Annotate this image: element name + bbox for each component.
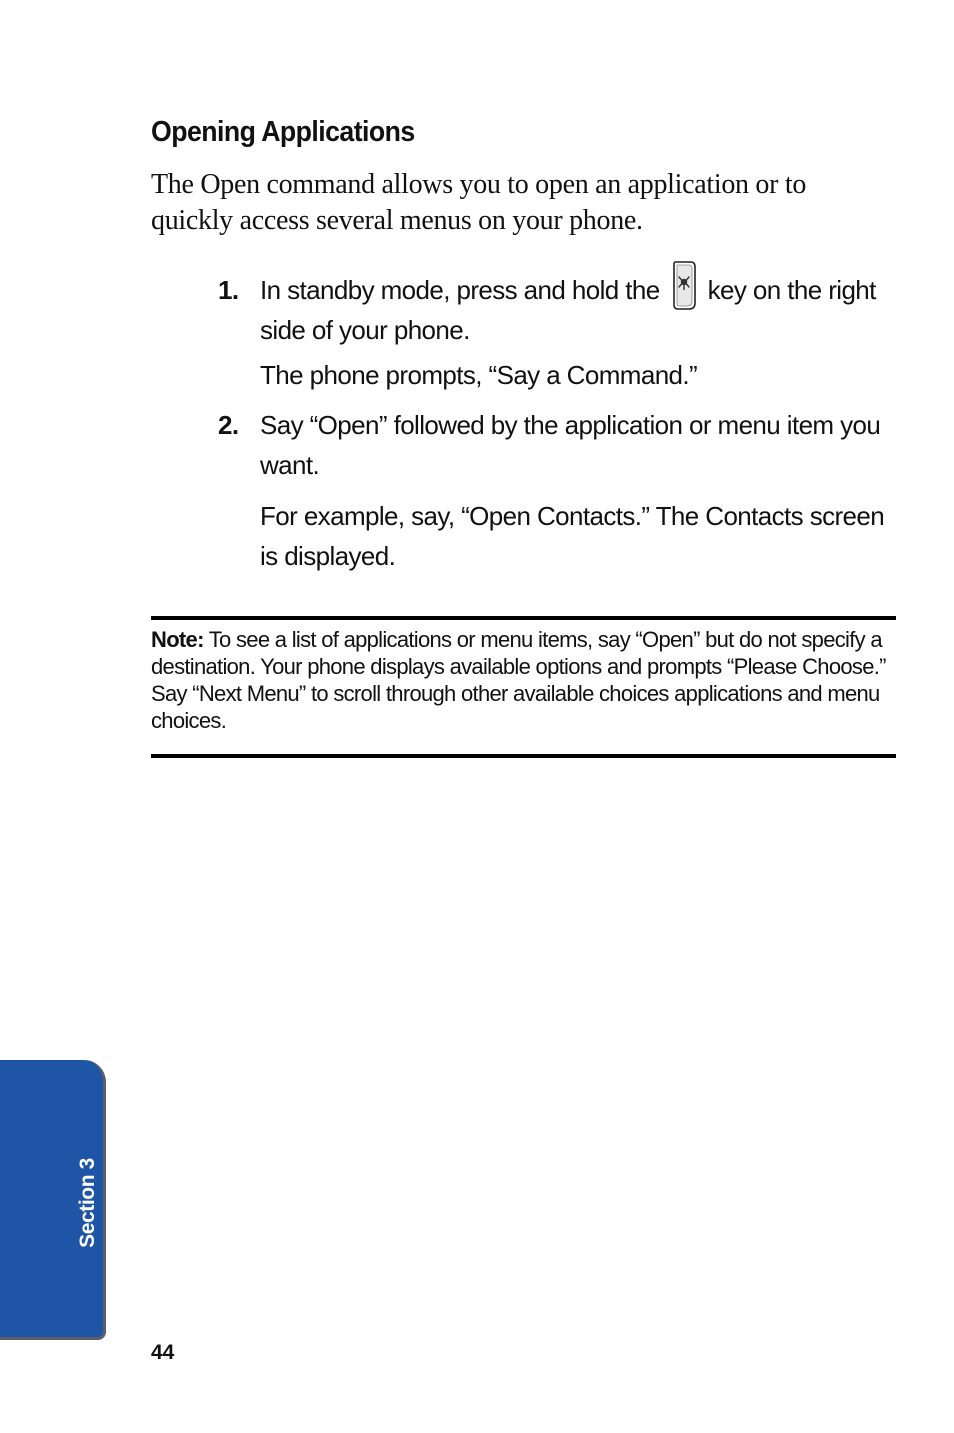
step-1-sub: The phone prompts, “Say a Command.” [260,360,698,390]
step-2-number: 2. [218,410,239,440]
note-top-rule [151,616,896,620]
step-2-text: Say “Open” followed by the application or menu item you want. [260,410,881,480]
section-tab-label: Section 3 [76,1158,99,1248]
note-box [151,626,891,734]
note-bottom-rule [151,754,896,758]
step-1-number: 1. [218,275,239,305]
step-2 [218,405,894,485]
intro-paragraph: The Open command allows you to open an application or to quickly access several menus on your phone. [151,169,807,236]
voice-command-key-icon [672,259,696,311]
page-heading: Opening Applications [151,116,415,148]
step-1 [218,271,894,349]
note-text: To see a list of applications or menu items, say “Open” but do not specify a destination. Your phone displays available options and prompts “Please Choose.” Say “Next Menu” to scroll through other available choices applications and menu choices. [151,627,886,733]
note-label: Note: [151,627,204,652]
step-1-text-after: key on the right side of your phone. [260,275,876,346]
step-1-text-before: In standby mode, press and hold the [260,275,660,305]
step-1-text [260,271,894,349]
step-2-sub: For example, say, “Open Contacts.” The Contacts screen is displayed. [260,501,885,571]
page-number: 44 [151,1341,175,1364]
